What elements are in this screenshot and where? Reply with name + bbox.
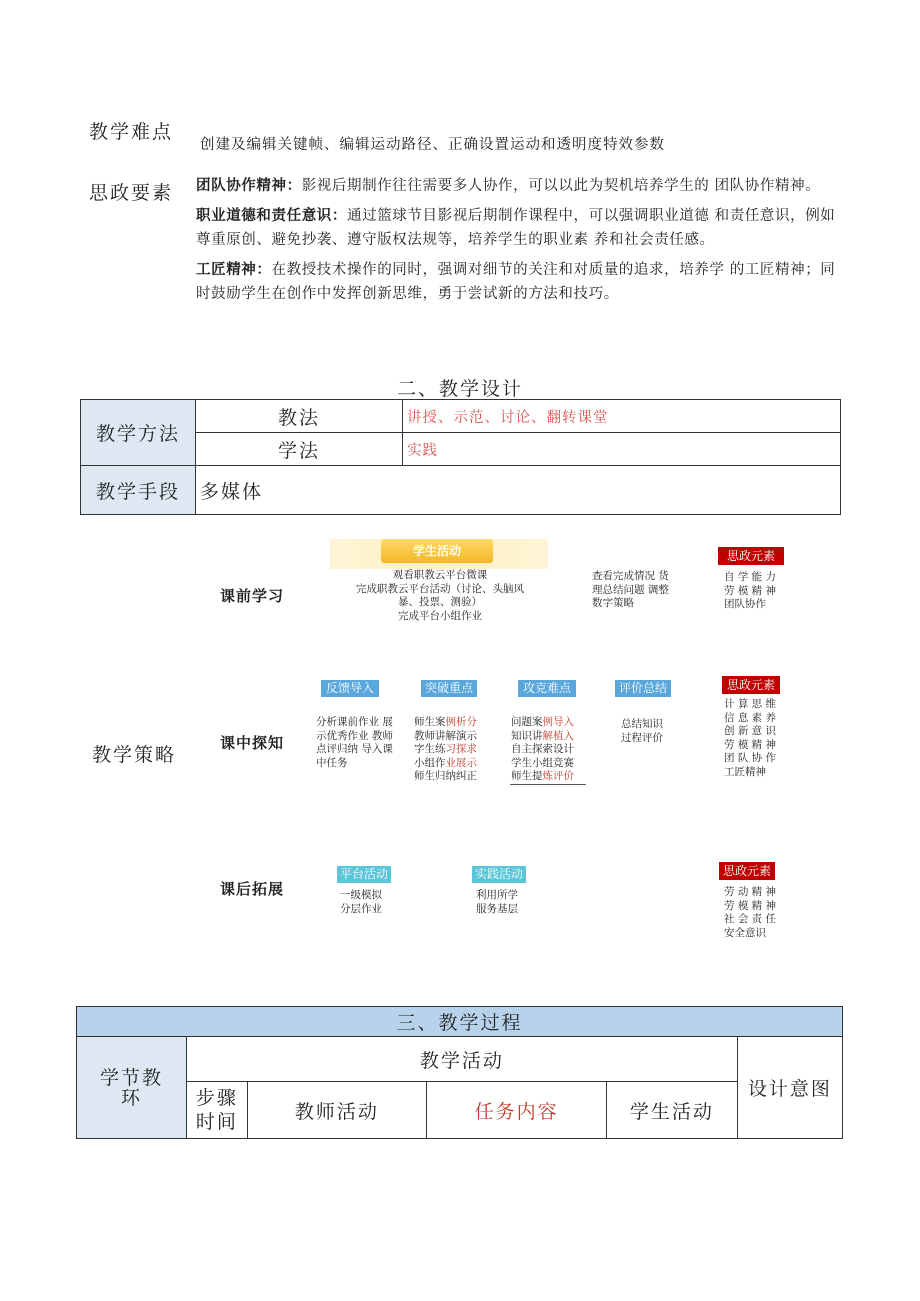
list-item-text: 问题案 (511, 716, 543, 728)
step-badge-feedback: 反馈导入 (321, 680, 379, 697)
list-item (511, 743, 574, 757)
design-table (80, 399, 841, 515)
summary-list (621, 718, 663, 745)
list-item: 劳 模 精 神 (724, 584, 777, 597)
list-item (414, 757, 477, 771)
list-item (511, 716, 574, 730)
list-item-text: 教师讲解演示 (414, 729, 477, 742)
list-item-text: 小组作 (414, 756, 446, 769)
design-heading: 二、教学设计 (396, 378, 523, 400)
list-item: 暴、投票、测验） (398, 596, 482, 608)
list-item-text: 师生提 (511, 770, 543, 782)
list-item (414, 716, 477, 730)
step-badge-platform: 平台活动 (337, 866, 391, 883)
ideology-block (196, 174, 841, 306)
task-label: 任务内容 (427, 1082, 607, 1139)
list-item: 服务基层 (476, 902, 518, 915)
activity-label: 教学活动 (187, 1037, 738, 1082)
list-item (511, 757, 574, 771)
section-label: 学节教环 (77, 1037, 187, 1139)
learn-label: 学法 (196, 433, 403, 466)
ideo-badge-pre: 思政元素 (718, 547, 784, 565)
means-label: 教学手段 (81, 466, 196, 515)
process-table (76, 1006, 843, 1139)
list-item (511, 730, 574, 744)
ideology-label: 思政要素 (89, 182, 174, 204)
ideo-badge-post: 思政元素 (719, 862, 775, 880)
list-item: 计 算 思 维 (724, 698, 777, 710)
list-item: 分层作业 (340, 902, 382, 915)
ideology-item-text: 影视后期制作往往需要多人协作，可以以此为契机培养学生的 团队协作精神。 (301, 178, 821, 194)
learn-value: 实践 (403, 433, 841, 466)
step-badge-practice: 实践活动 (472, 866, 526, 883)
step-badge-summary: 评价总结 (615, 680, 671, 697)
list-item-highlight: 业展示 (445, 756, 477, 769)
ideology-item-title: 职业道德和责任意识： (196, 207, 347, 224)
list-item: 劳 模 精 神 (724, 738, 777, 751)
ideology-item-title: 工匠精神： (196, 261, 272, 278)
list-item: 总结知识 (621, 718, 663, 730)
list-item-highlight: 例析分 (445, 716, 477, 728)
list-item: 完成职教云平台活动（讨论、头脑风 (356, 582, 524, 595)
list-item-highlight: 习探求 (445, 743, 477, 755)
student-activity-badge: 学生活动 (381, 539, 493, 563)
list-item: 中任务 (316, 756, 348, 769)
list-item: 劳 模 精 神 (724, 899, 777, 912)
list-item: 社 会 责 任 (724, 913, 777, 925)
method-label: 教学方法 (81, 400, 196, 466)
student-label: 学生活动 (606, 1082, 737, 1139)
list-item: 理总结问题 调整 (592, 583, 669, 596)
list-item-text: 字生练 (414, 743, 446, 755)
list-item-text: 知识讲 (511, 729, 543, 742)
mid-ideo-list (724, 698, 776, 779)
ideo-badge-mid: 思政元素 (722, 676, 780, 694)
list-item: 利用所学 (476, 889, 518, 901)
intent-label: 设计意图 (737, 1037, 842, 1139)
teach-value: 讲授、示范、讨论、翻转课堂 (403, 400, 841, 433)
step-label: 步骤时间 (187, 1082, 248, 1139)
list-item: 自 学 能 力 (724, 571, 777, 583)
list-item (414, 770, 477, 784)
list-item: 数字策略 (592, 597, 634, 609)
pre-activity-list (335, 569, 545, 623)
stage-post: 课后拓展 (220, 880, 285, 898)
teach-label: 教法 (196, 400, 403, 433)
feedback-list (316, 716, 393, 770)
list-item: 信 息 素 养 (724, 711, 777, 724)
ideology-item (196, 174, 841, 198)
list-item: 创 新 意 识 (724, 725, 777, 737)
step-badge-key: 突破重点 (421, 680, 477, 697)
strategy-label: 教学策略 (92, 744, 177, 766)
difficulty-label: 教学难点 (89, 121, 174, 143)
list-item: 完成平台小组作业 (398, 609, 482, 622)
practice-list (476, 889, 518, 916)
list-item: 查看完成情况 货 (592, 570, 669, 582)
difficulty-list (511, 716, 574, 784)
difficulty-text: 创建及编辑关键帧、编辑运动路径、正确设置运动和透明度特效参数 (200, 137, 665, 153)
post-ideo-list (724, 886, 776, 940)
list-item-text: 师生案 (414, 716, 446, 728)
stage-mid: 课中探知 (220, 734, 285, 752)
list-item: 团队协作 (724, 598, 766, 610)
list-item: 团 队 协 作 (724, 752, 777, 764)
list-item (414, 743, 477, 757)
ideology-item-text: 通过篮球节目影视后期制作课程中，可以强调职业道德 和责任意识，例如尊重原创、避免抄袭、遵守版权法规等，培养学生的职业素 养和社会责任感。 (196, 208, 836, 248)
list-item: 点评归纳 导入课 (316, 743, 393, 755)
pre-teacher-list (592, 570, 669, 611)
list-item-text: 自主探索设计 (511, 743, 574, 755)
ideology-item (196, 258, 841, 306)
step-badge-difficulty: 攻克难点 (518, 680, 576, 697)
list-item: 一级模拟 (340, 889, 382, 901)
list-item: 过程评价 (621, 731, 663, 744)
list-item: 安全意识 (724, 926, 766, 939)
list-item-text: 师生归纳纠正 (414, 770, 477, 782)
platform-list (340, 889, 382, 916)
list-item-highlight: 解植入 (542, 729, 574, 742)
ideology-item (196, 204, 841, 252)
ideology-item-text: 在教授技术操作的同时，强调对细节的关注和对质量的追求，培养学 的工匠精神；同时鼓励学生在创作中发挥创新思维，勇于尝试新的方法和技巧。 (196, 262, 836, 302)
list-item: 示优秀作业 教师 (316, 729, 393, 742)
process-heading: 三、教学过程 (77, 1007, 843, 1037)
list-item-highlight: 例导入 (542, 716, 574, 728)
list-item (414, 730, 477, 744)
list-item: 分析课前作业 展 (316, 716, 393, 728)
list-item: 工匠精神 (724, 765, 766, 778)
key-list (414, 716, 477, 784)
ideology-item-title: 团队协作精神： (196, 177, 302, 194)
means-value: 多媒体 (196, 466, 841, 515)
list-item-highlight: 炼评价 (542, 770, 574, 782)
list-item (511, 770, 574, 784)
list-item-text: 学生小组竞赛 (511, 756, 574, 769)
stage-pre: 课前学习 (220, 587, 285, 605)
list-item: 观看职教云平台微课 (392, 569, 488, 581)
list-item: 劳 动 精 神 (724, 886, 777, 898)
divider (510, 784, 586, 785)
teacher-label: 教师活动 (247, 1082, 427, 1139)
pre-ideo-list (724, 571, 776, 612)
